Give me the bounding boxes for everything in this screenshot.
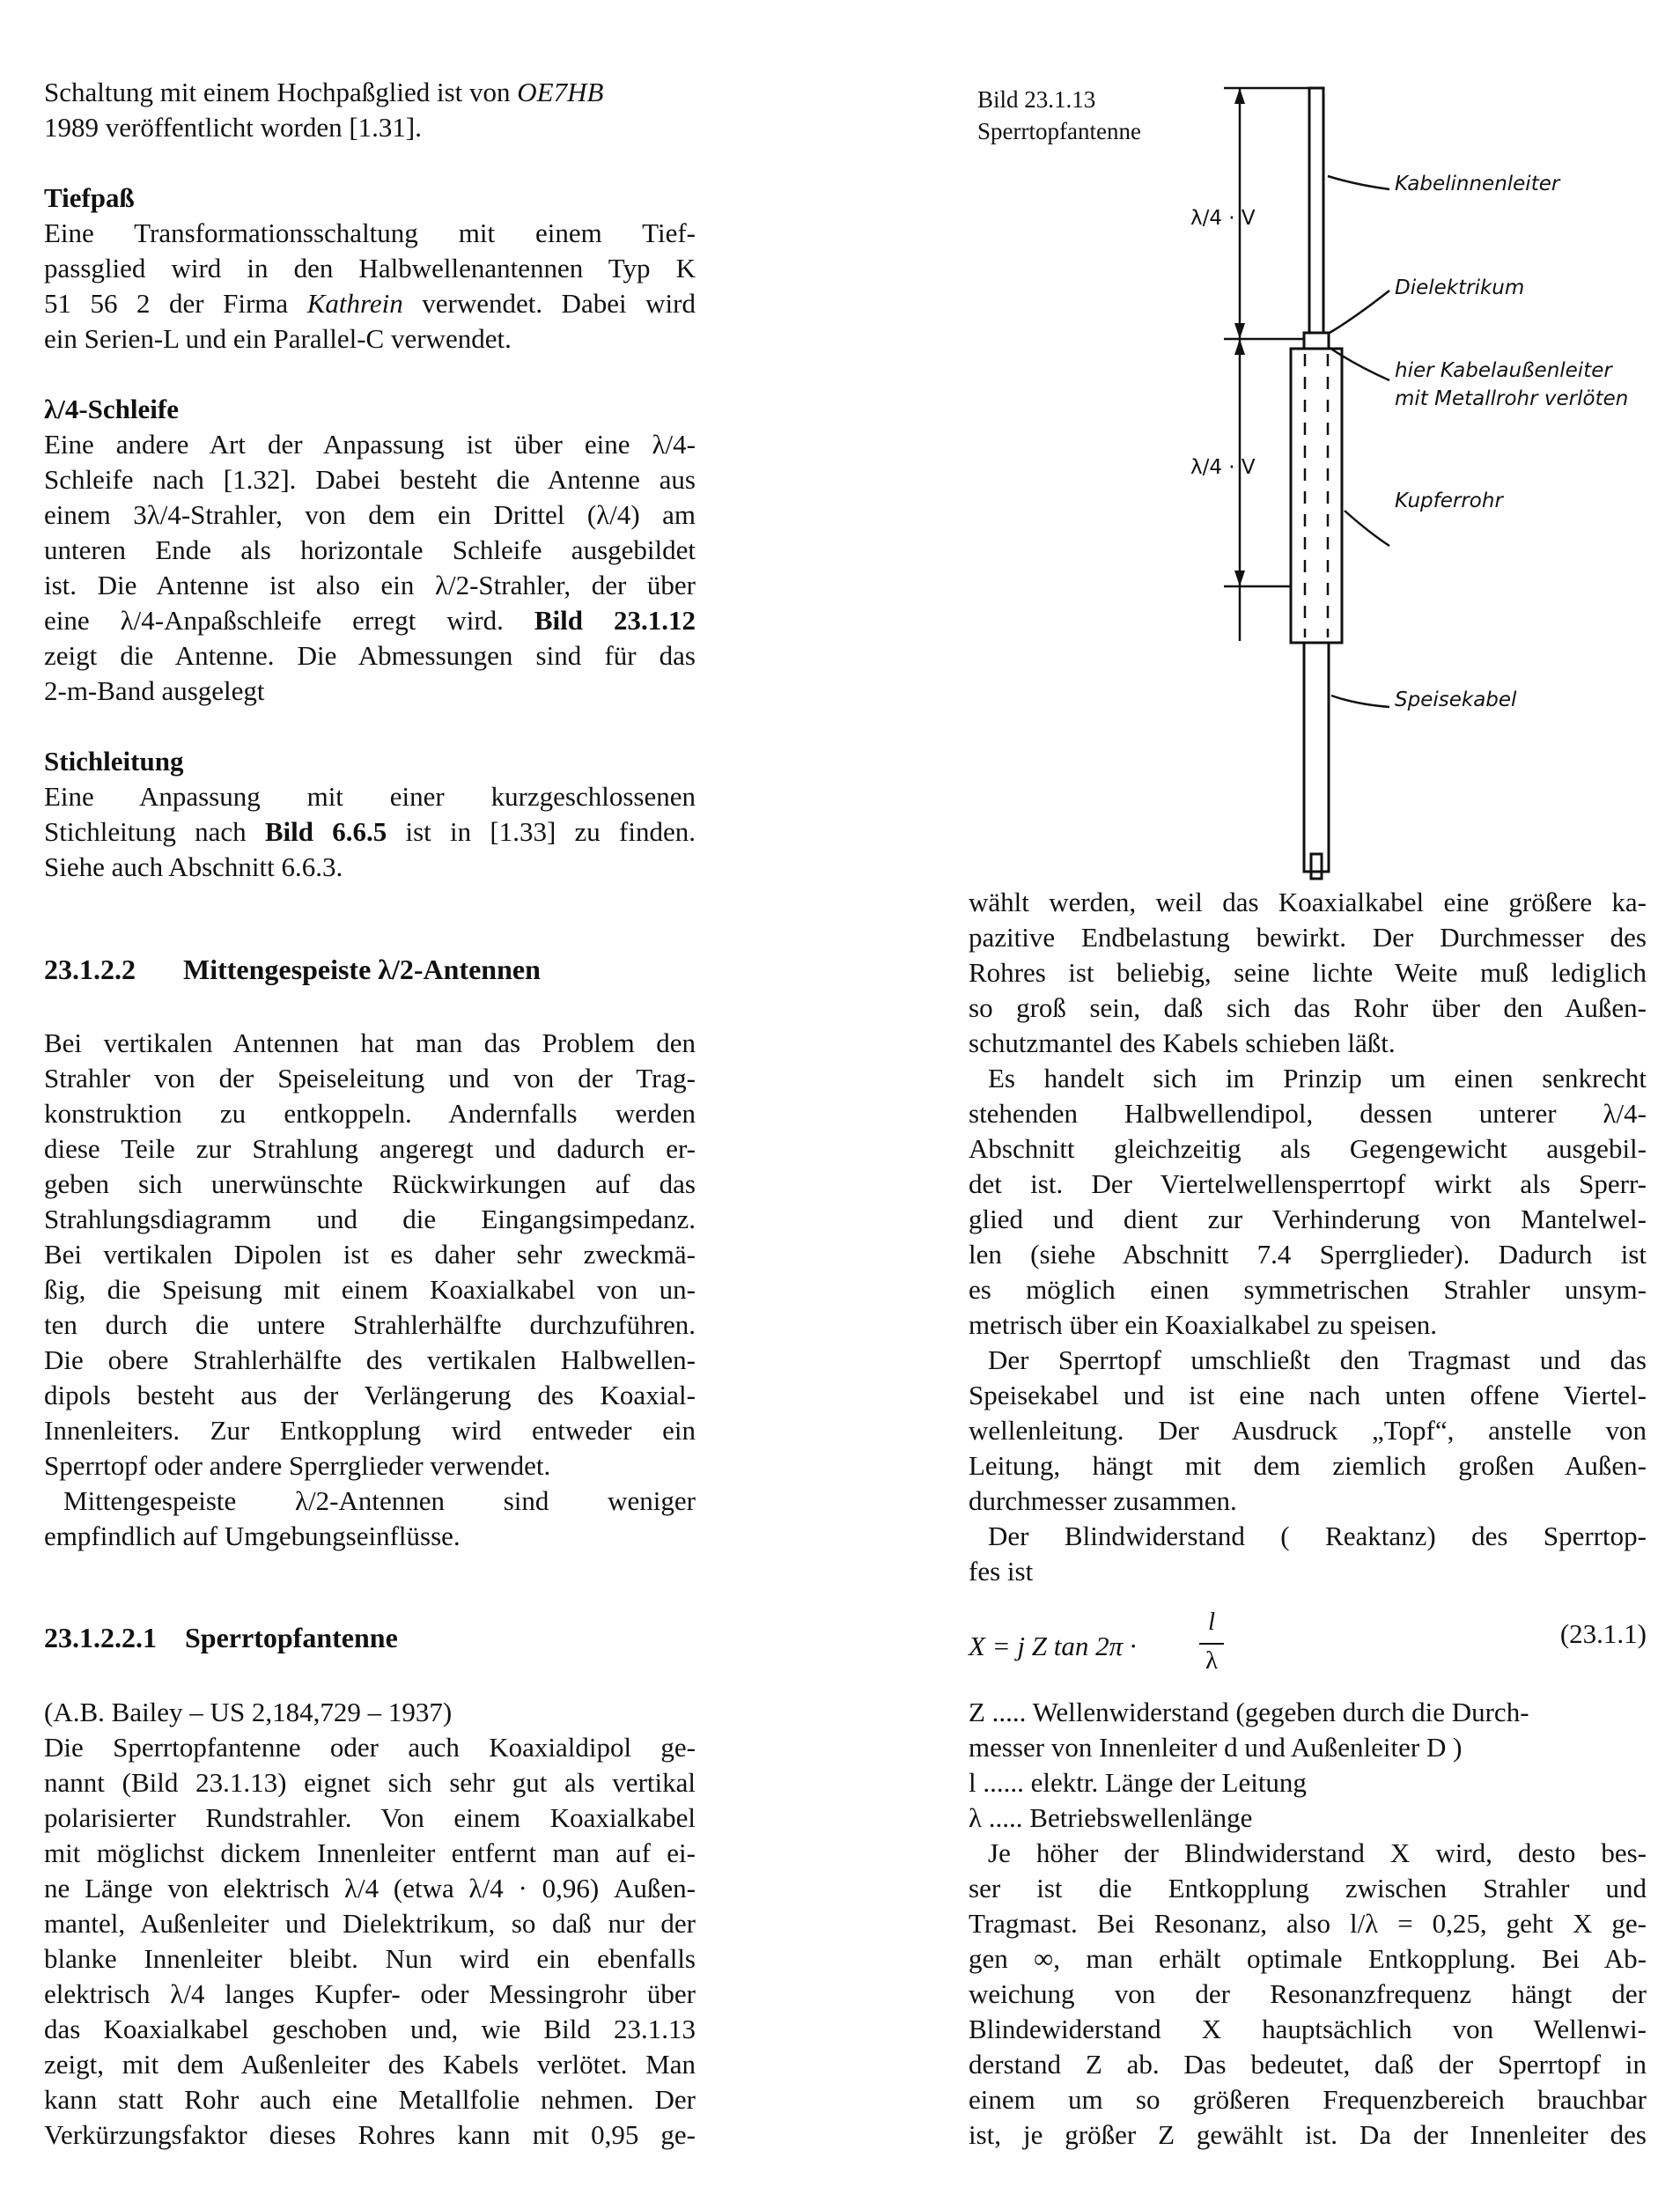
heading-tiefpass: Tiefpaß (44, 182, 135, 213)
sec1-line: diese Teile zur Strahlung angeregt und dadurch er- (44, 1133, 696, 1164)
right-line: wählt werden, weil das Koaxialkabel eine größere ka- (969, 887, 1647, 917)
right-line: det ist. Der Viertelwellensperrtopf wirkt als Sperr- (969, 1168, 1647, 1199)
sec2-line: das Koaxialkabel geschoben und, wie Bild 23.1.13 (44, 2014, 696, 2044)
sec2-line: mantel, Außenleiter und Dielektrikum, so daß nur der (44, 1908, 696, 1939)
schleife-line: einem 3λ/4-Strahler, von dem ein Drittel (λ/4) am (44, 499, 696, 530)
feed-cable (1304, 643, 1329, 872)
right-line: wellenleitung. Der Ausdruck „Topf“, anstelle von (969, 1415, 1647, 1446)
equation-number: (23.1.1) (1559, 1618, 1647, 1649)
cable-end (1311, 854, 1322, 879)
schleife-line: Schleife nach [1.32]. Dabei besteht die Antenne aus (44, 464, 696, 495)
tiefpass-line: ein Serien-L und ein Parallel-C verwendet. (44, 323, 512, 354)
schleife-line: zeigt die Antenne. Die Abmessungen sind für das (44, 640, 696, 671)
legend-line: messer von Innenleiter d und Außenleiter D ) (969, 1732, 1463, 1763)
dimension-label-lower: λ/4 · V (1190, 456, 1256, 479)
intro-line-1: Schaltung mit einem Hochpaßglied ist von OE7HB (44, 77, 604, 107)
tiefpass-line: 51 56 2 der Firma Kathrein verwendet. Dabei wird (44, 288, 696, 319)
equation-lhs: X = j Z tan 2π · (969, 1631, 1137, 1661)
tiefpass-line: passglied wird in den Halbwellenantennen Typ K (44, 253, 696, 283)
right-line: Blindewiderstand X hauptsächlich von Wellenwi- (969, 2014, 1647, 2044)
sec1-line: Strahlungsdiagramm und die Eingangsimpedanz. (44, 1204, 696, 1234)
sec2-line: zeigt, mit dem Außenleiter des Kabels verlötet. Man (44, 2049, 696, 2080)
stich-line: Eine Anpassung mit einer kurzgeschlossenen (44, 781, 696, 812)
schleife-line: eine λ/4-Anpaßschleife erregt wird. Bild 23.1.12 (44, 605, 696, 636)
right-line: einem um so größeren Frequenzbereich brauchbar (969, 2084, 1647, 2115)
right-line: fes ist (969, 1556, 1034, 1587)
sec1-line: geben sich unerwünschte Rückwirkungen auf das (44, 1168, 696, 1199)
heading-stichleitung: Stichleitung (44, 746, 184, 777)
antenna-drawing (969, 53, 1673, 880)
sec1-line: Strahler von der Speiseleitung und von der Trag- (44, 1063, 696, 1093)
label-verloeten-1: hier Kabelaußenleiter (1395, 359, 1612, 382)
dimension-label-upper: λ/4 · V (1190, 207, 1256, 230)
inner-conductor (1309, 88, 1323, 370)
sec2-line: blanke Innenleiter bleibt. Nun wird ein ebenfalls (44, 1943, 696, 1974)
sec1-line: konstruktion zu entkoppeln. Andernfalls werden (44, 1098, 696, 1129)
label-verloeten-2: mit Metallrohr verlöten (1395, 387, 1629, 410)
sec2-line: Verkürzungsfaktor dieses Rohres kann mit 0,95 ge- (44, 2119, 696, 2150)
figure-sperrtopfantenne (969, 53, 1673, 880)
section-title-2: Sperrtopfantenne (185, 1622, 398, 1653)
sec2-line: mit möglichst dickem Innenleiter entfernt man auf ei- (44, 1837, 696, 1868)
sec2-line: polarisierter Rundstrahler. Von einem Koaxialkabel (44, 1802, 696, 1833)
section-title-1: Mittengespeiste λ/2-Antennen (183, 954, 541, 985)
right-line: Tragmast. Bei Resonanz, also l/λ = 0,25, geht X ge- (969, 1908, 1647, 1939)
equation-numerator: l (1207, 1608, 1216, 1636)
sec1-line: Bei vertikalen Antennen hat man das Problem den (44, 1027, 696, 1058)
sec2-line: Die Sperrtopfantenne oder auch Koaxialdipol ge- (44, 1732, 696, 1763)
right-line: glied und dient zur Verhinderung von Mantelwel- (969, 1204, 1647, 1234)
right-line: metrisch über ein Koaxialkabel zu speisen. (969, 1309, 1437, 1340)
right-line: pazitive Endbelastung bewirkt. Der Durchmesser des (969, 922, 1647, 953)
patent-line: (A.B. Bailey – US 2,184,729 – 1937) (44, 1697, 453, 1727)
right-line: schutzmantel des Kabels schieben läßt. (969, 1027, 1396, 1058)
sec1-line: Die obere Strahlerhälfte des vertikalen Halbwellen- (44, 1344, 696, 1375)
figure-caption-title: Sperrtopfantenne (977, 118, 1141, 144)
figure-caption-number: Bild 23.1.13 (977, 86, 1096, 113)
section-number-1: 23.1.2.2 (44, 954, 136, 985)
right-line: Abschnitt gleichzeitig als Gegengewicht ausgebil- (969, 1133, 1647, 1164)
right-line: Leitung, hängt mit dem ziemlich großen Außen- (969, 1450, 1647, 1481)
schleife-line: 2-m-Band ausgelegt (44, 675, 265, 706)
right-line: len (siehe Abschnitt 7.4 Sperrglieder). Dadurch ist (969, 1239, 1647, 1270)
legend-line: λ ..... Betriebswellenlänge (969, 1802, 1253, 1833)
intro-line-2: 1989 veröffentlicht worden [1.31]. (44, 112, 423, 143)
right-line: Der Sperrtopf umschließt den Tragmast und das (988, 1344, 1647, 1375)
sec1-line: Bei vertikalen Dipolen ist es daher sehr zweckmä- (44, 1239, 696, 1270)
legend-line: Z ..... Wellenwiderstand (gegeben durch die Durch- (969, 1697, 1529, 1727)
right-line: Je höher der Blindwiderstand X wird, desto bes- (988, 1837, 1647, 1868)
sec1-line: ßig, die Speisung mit einem Koaxialkabel von un- (44, 1274, 696, 1305)
sec1-line: Mittengespeiste λ/2-Antennen sind weniger (63, 1485, 696, 1516)
right-line: Speisekabel und ist eine nach unten offene Viertel- (969, 1380, 1647, 1410)
stich-line: Siehe auch Abschnitt 6.6.3. (44, 851, 343, 882)
sec2-line: elektrisch λ/4 langes Kupfer- oder Messingrohr über (44, 1978, 696, 2009)
right-line: stehenden Halbwellendipol, dessen unterer λ/4- (969, 1098, 1647, 1129)
right-line: ser ist die Entkopplung zwischen Strahler und (969, 1873, 1647, 1903)
sec2-line: nannt (Bild 23.1.13) eignet sich sehr gut als vertikal (44, 1767, 696, 1798)
right-line: Es handelt sich im Prinzip um einen senkrecht (988, 1063, 1647, 1093)
sec2-line: kann statt Rohr auch eine Metallfolie nehmen. Der (44, 2084, 696, 2115)
right-line: weichung von der Resonanzfrequenz hängt der (969, 1978, 1647, 2009)
right-line: gen ∞, man erhält optimale Entkopplung. Bei Ab- (969, 1943, 1647, 1974)
sec1-line: ten durch die untere Strahlerhälfte durchzuführen. (44, 1309, 696, 1340)
right-line: derstand Z ab. Das bedeutet, daß der Sperrtopf in (969, 2049, 1647, 2080)
right-line: Rohres ist beliebig, seine lichte Weite muß lediglich (969, 957, 1647, 988)
heading-schleife: λ/4-Schleife (44, 394, 179, 424)
copper-tube (1291, 349, 1342, 643)
tiefpass-line: Eine Transformationsschaltung mit einem Tief- (44, 217, 696, 248)
right-line: Der Blindwiderstand ( Reaktanz) des Sperrtop- (988, 1521, 1647, 1551)
fraction-bar (1199, 1643, 1224, 1645)
label-kabelinnenleiter: Kabelinnenleiter (1395, 173, 1560, 195)
schleife-line: Eine andere Art der Anpassung ist über eine λ/4- (44, 429, 696, 460)
right-line: es möglich einen symmetrischen Strahler unsym- (969, 1274, 1647, 1305)
sec2-line: ne Länge von elektrisch λ/4 (etwa λ/4 · 0,96) Außen- (44, 1873, 696, 1903)
equation-denominator: λ (1205, 1646, 1219, 1675)
right-line: so groß sein, daß sich das Rohr über den Außen- (969, 992, 1647, 1023)
sec1-line: Sperrtopf oder andere Sperrglieder verwendet. (44, 1450, 551, 1481)
label-speisekabel: Speisekabel (1395, 688, 1517, 711)
section-number-2: 23.1.2.2.1 (44, 1622, 157, 1653)
sec1-line: empfindlich auf Umgebungseinflüsse. (44, 1521, 461, 1551)
schleife-line: ist. Die Antenne ist also ein λ/2-Strahler, der über (44, 570, 696, 600)
stich-line: Stichleitung nach Bild 6.6.5 ist in [1.33] zu finden. (44, 816, 696, 847)
right-line: ist, je größer Z gewählt ist. Da der Innenleiter des (969, 2119, 1647, 2150)
sec1-line: dipols besteht aus der Verlängerung des Koaxial- (44, 1380, 696, 1410)
sec1-line: Innenleiters. Zur Entkopplung wird entweder ein (44, 1415, 696, 1446)
right-line: durchmesser zusammen. (969, 1485, 1237, 1516)
legend-line: l ...... elektr. Länge der Leitung (969, 1767, 1307, 1798)
label-dielektrikum: Dielektrikum (1395, 276, 1525, 299)
schleife-line: unteren Ende als horizontale Schleife ausgebildet (44, 534, 696, 565)
label-kupferrohr: Kupferrohr (1395, 490, 1503, 512)
